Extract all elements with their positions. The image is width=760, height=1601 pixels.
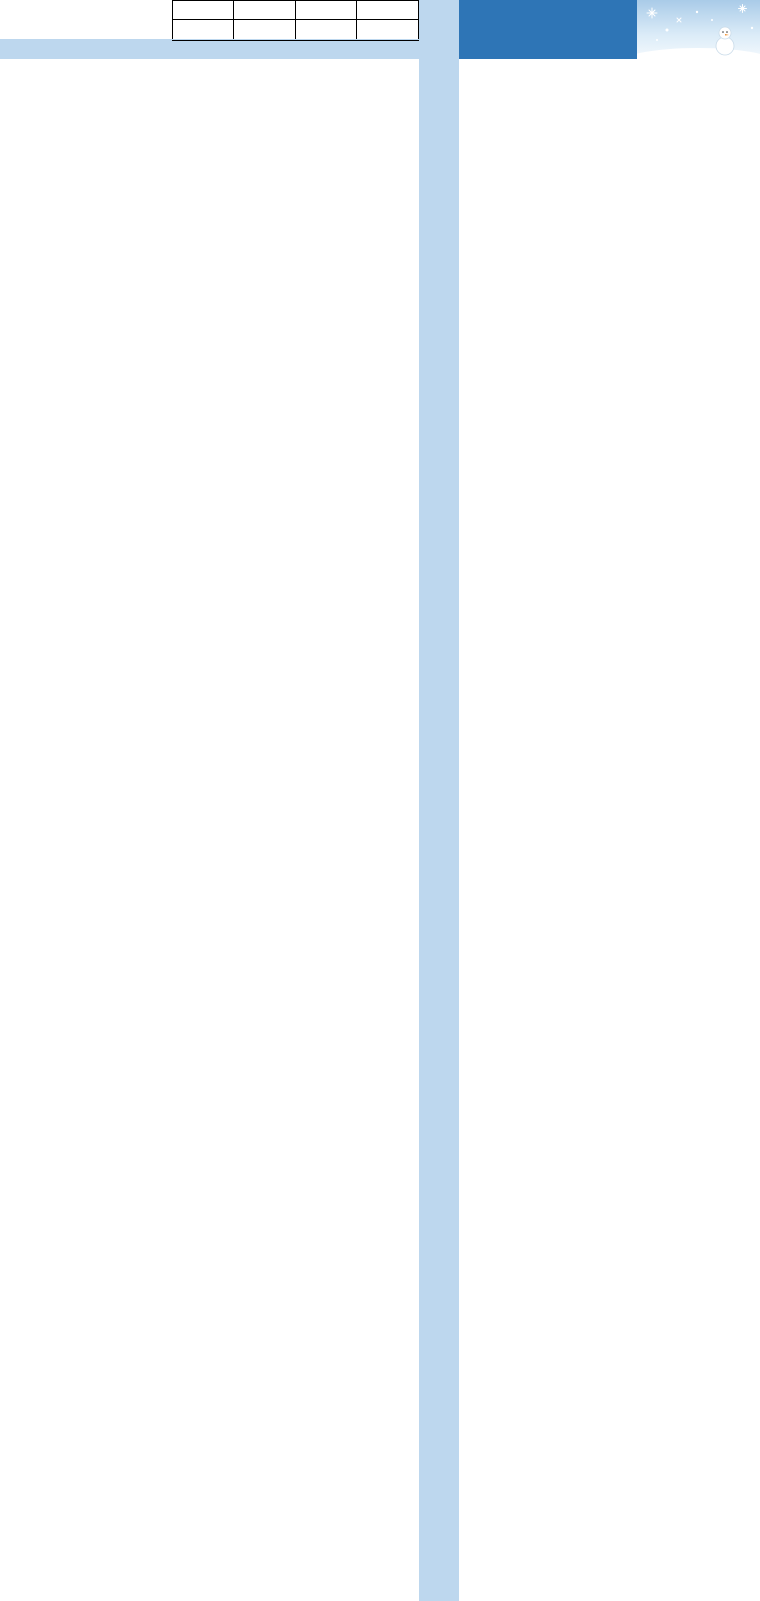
middle-blue-divider <box>419 0 459 1601</box>
overall-header <box>697 82 760 98</box>
current-totals-label <box>10 10 170 30</box>
contest-banner <box>459 0 637 59</box>
contest-title <box>463 22 637 38</box>
member-header <box>0 82 172 98</box>
departure-header <box>459 62 760 78</box>
snowman-icon <box>637 0 760 59</box>
snow-scene-image <box>637 0 760 59</box>
forecast-header <box>172 62 419 78</box>
